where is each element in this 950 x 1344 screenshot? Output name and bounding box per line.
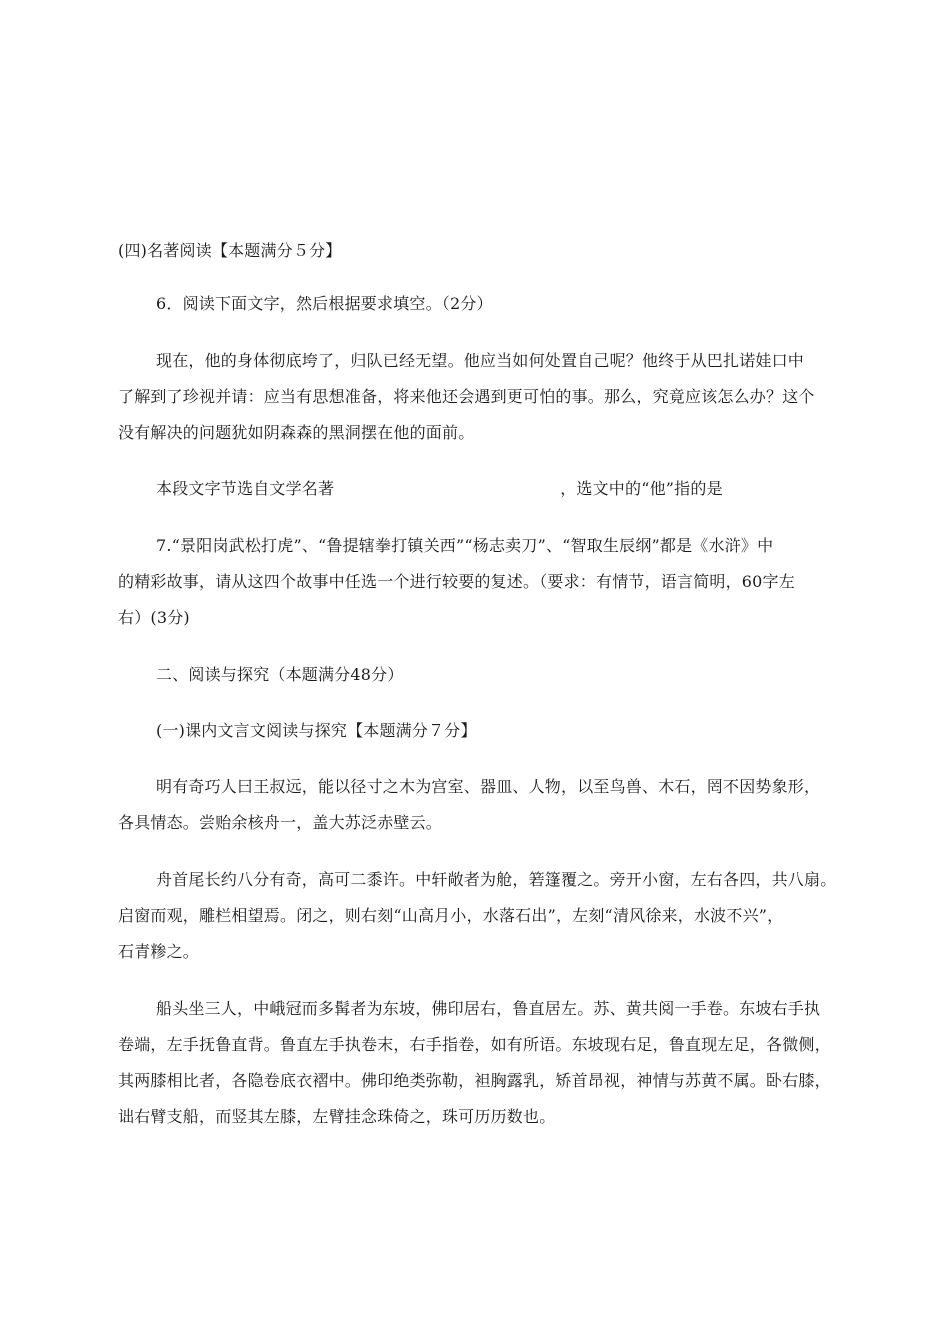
question-7-line-1: 7.“景阳岗武松打虎”、“鲁提辖拳打镇关西”“杨志卖刀”、“智取生辰纲”都是《水浒》中 bbox=[156, 536, 774, 555]
paragraph-c-line-1: 船头坐三人，中峨冠而多髯者为东坡，佛印居右，鲁直居左。苏、黄共阅一手卷。东坡右手执 bbox=[156, 999, 821, 1018]
passage-1-line-2: 了解到了珍视并请：应当有思想准备，将来他还会遇到更可怕的事。那么，究竟应该怎么办？这个 bbox=[118, 387, 815, 406]
fill-blank-after: ，选文中的“他”指的是 bbox=[560, 479, 723, 498]
section-1-heading: (一)课内文言文阅读与探究【本题满分７分】 bbox=[156, 721, 477, 740]
part-2-heading: 二、阅读与探究（本题满分48分） bbox=[156, 665, 404, 684]
paragraph-b-line-2: 启窗而观，雕栏相望焉。闭之，则右刻“山高月小，水落石出”，左刻“清风徐来，水波不兴”， bbox=[118, 906, 784, 925]
paragraph-b-line-1: 舟首尾长约八分有奇，高可二黍许。中轩敞者为舱，箬篷覆之。旁开小窗，左右各四，共八扇。 bbox=[156, 870, 837, 889]
paragraph-c-line-2: 卷端，左手抚鲁直背。鲁直左手执卷末，右手指卷，如有所语。东坡现右足，鲁直现左足，各微侧， bbox=[118, 1035, 831, 1054]
paragraph-c-line-4: 诎右臂支船，而竖其左膝，左臂挂念珠倚之，珠可历历数也。 bbox=[118, 1107, 556, 1126]
paragraph-a-line-2: 各具情态。尝贻余核舟一，盖大苏泛赤壁云。 bbox=[118, 813, 443, 832]
paragraph-c-line-3: 其两膝相比者，各隐卷底衣褶中。佛印绝类弥勒，袒胸露乳，矫首昂视，神情与苏黄不属。卧右膝， bbox=[118, 1071, 831, 1090]
passage-1-line-3: 没有解决的问题犹如阴森森的黑洞摆在他的面前。 bbox=[118, 423, 475, 442]
fill-blank-line bbox=[156, 478, 723, 500]
question-6-prompt: 6．阅读下面文字，然后根据要求填空。（2分） bbox=[156, 294, 493, 313]
question-7-line-3: 右）(3分) bbox=[118, 608, 190, 627]
paragraph-b-line-3: 石青糁之。 bbox=[118, 942, 200, 961]
passage-1-line-1: 现在，他的身体彻底垮了，归队已经无望。他应当如何处置自己呢？他终于从巴扎诺娃口中 bbox=[156, 351, 805, 370]
paragraph-a-line-1: 明有奇巧人曰王叔远，能以径寸之木为宫室、器皿、人物，以至鸟兽、木石，罔不因势象形， bbox=[156, 777, 821, 796]
fill-blank-before: 本段文字节选自文学名著 bbox=[156, 479, 335, 498]
question-7-line-2: 的精彩故事，请从这四个故事中任选一个进行较要的复述。（要求：有情节，语言简明，60字左 bbox=[118, 572, 795, 591]
section-4-heading: (四)名著阅读【本题满分５分】 bbox=[118, 241, 342, 260]
